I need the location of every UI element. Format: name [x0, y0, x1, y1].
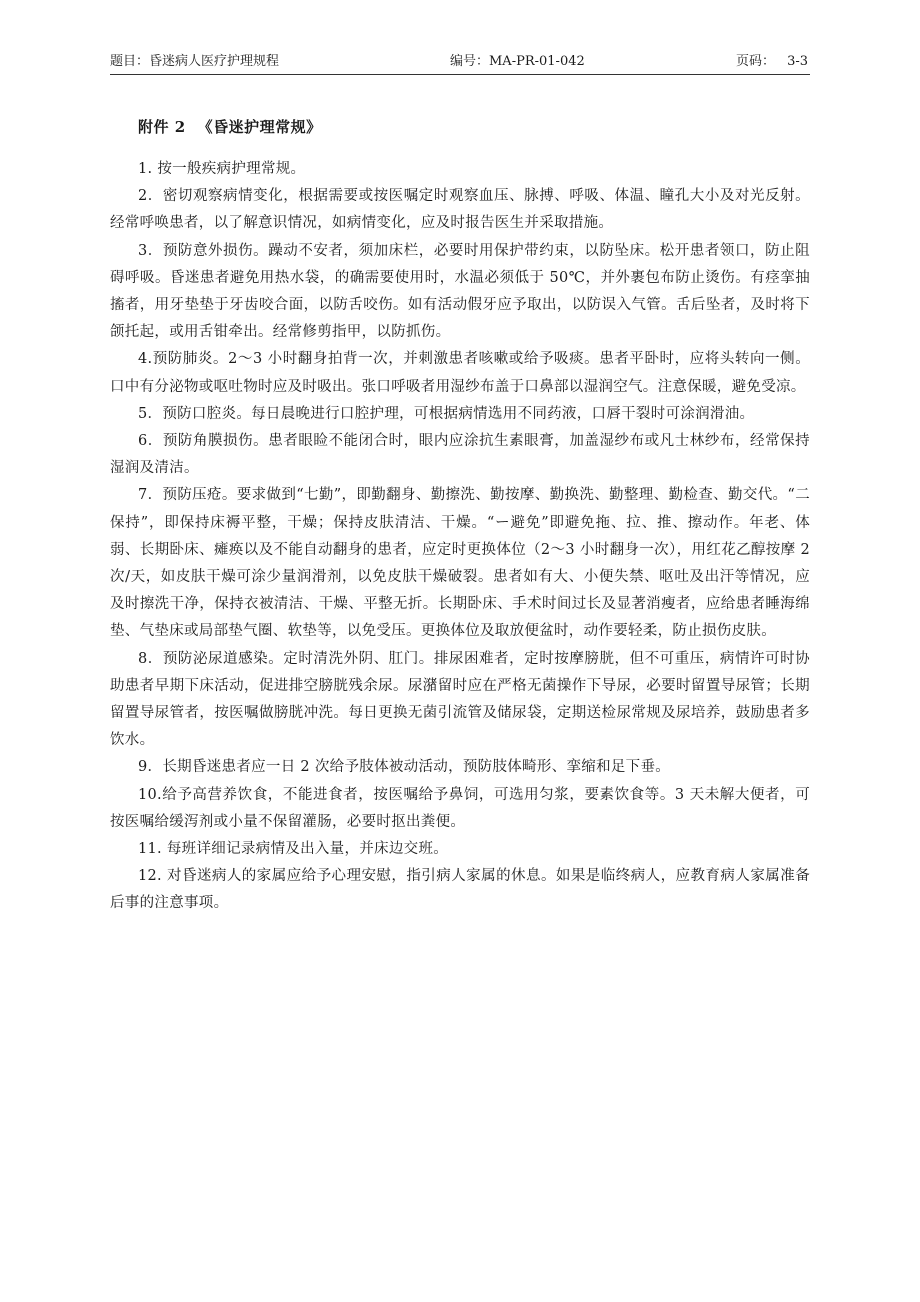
paragraph-9: 9．长期昏迷患者应一日 2 次给予肢体被动活动，预防肢体畸形、挛缩和足下垂。: [138, 759, 671, 776]
page-header: [110, 50, 810, 75]
paragraph-2: 2．密切观察病情变化，根据需要或按医嘱定时观察血压、脉搏、呼吸、体温、瞳孔大小及对光反射。经常呼唤患者，以了解意识情况，如病情变化，应及时报告医生并采取措施。: [110, 188, 810, 232]
page-number: 3-3: [785, 50, 810, 75]
document-title-header: 题目：昏迷病人医疗护理规程: [110, 54, 280, 69]
paragraph-3: 3．预防意外损伤。躁动不安者，须加床栏，必要时用保护带约束，以防坠床。松开患者领口，防止阻碍呼吸。昏迷患者避免用热水袋，的确需要使用时，水温必须低于 50℃，并外裹包布防止烫伤。有痉挛抽搐者，用牙垫垫于牙齿咬合面，以防舌咬伤。如有活动假牙应予取出，以防误入气管。舌后坠者，及时将下颌托起，或用舌钳牵出。经常修剪指甲，以防抓伤。: [110, 242, 810, 341]
attachment-label: 附件 2: [138, 118, 186, 136]
document-code: 编号：MA-PR-01-042: [450, 54, 585, 69]
attachment-heading: [138, 112, 810, 142]
page-indicator: [736, 50, 810, 75]
attachment-title: 《昏迷护理常规》: [197, 118, 322, 136]
paragraph-11: 11. 每班详细记录病情及出入量，并床边交班。: [138, 841, 449, 858]
paragraph-7: 7．预防压疮。要求做到“七勤”，即勤翻身、勤擦洗、勤按摩、勤换洗、勤整理、勤检查、勤交代。“二保持”，即保持床褥平整，干燥；保持皮肤清洁、干燥。“ー避免”即避免拖、拉、推、擦动作。年老、体弱、长期卧床、瘫痪以及不能自动翻身的患者，应定时更换体位（2～3 小时翻身一次），用红花乙醇按摩 2 次/天，如皮肤干燥可涂少量润滑剂，以免皮肤干燥破裂。患者如有大、小便失禁、呕吐及出汗等情况，应及时擦洗干净，保持衣被清洁、干燥、平整无折。长期卧床、手术时间过长及显著消瘦者，应给患者睡海绵垫、气垫床或局部垫气圈、软垫等，以免受压。更换体位及取放便盆时，动作要轻柔，防止损伤皮肤。: [110, 487, 810, 640]
paragraph-12: 12. 对昏迷病人的家属应给予心理安慰，指引病人家属的休息。如果是临终病人，应教育病人家属准备后事的注意事项。: [110, 868, 810, 912]
document-body: [110, 112, 810, 918]
paragraph-5: 5．预防口腔炎。每日晨晚进行口腔护理，可根据病情选用不同药液，口唇干裂时可涂润滑油。: [138, 405, 755, 422]
paragraph-4: 4.预防肺炎。2～3 小时翻身拍背一次，并刺激患者咳嗽或给予吸痰。患者平卧时，应将头转向一侧。口中有分泌物或呕吐物时应及时吸出。张口呼吸者用湿纱布盖于口鼻部以湿润空气。注意保暖，避免受凉。: [110, 351, 810, 395]
paragraph-6: 6．预防角膜损伤。患者眼睑不能闭合时，眼内应涂抗生素眼膏，加盖湿纱布或凡士林纱布，经常保持湿润及清洁。: [110, 433, 810, 477]
page-label: 页码：: [736, 54, 776, 69]
paragraph-1: 1. 按一般疾病护理常规。: [138, 161, 306, 177]
paragraph-10: 10.给予高营养饮食，不能进食者，按医嘱给予鼻饲，可选用匀浆，要素饮食等。3 天未解大便者，可按医嘱给缓泻剂或小量不保留灌肠，必要时抠出粪便。: [110, 786, 810, 830]
paragraph-8: 8．预防泌尿道感染。定时清洗外阴、肛门。排尿困难者，定时按摩膀胱，但不可重压，病情许可时协助患者早期下床活动，促进排空膀胱残余尿。尿潴留时应在严格无菌操作下导尿，必要时留置导尿管；长期留置导尿管者，按医嘱做膀胱冲洗。每日更换无菌引流管及储尿袋，定期送检尿常规及尿培养，鼓励患者多饮水。: [110, 650, 810, 749]
